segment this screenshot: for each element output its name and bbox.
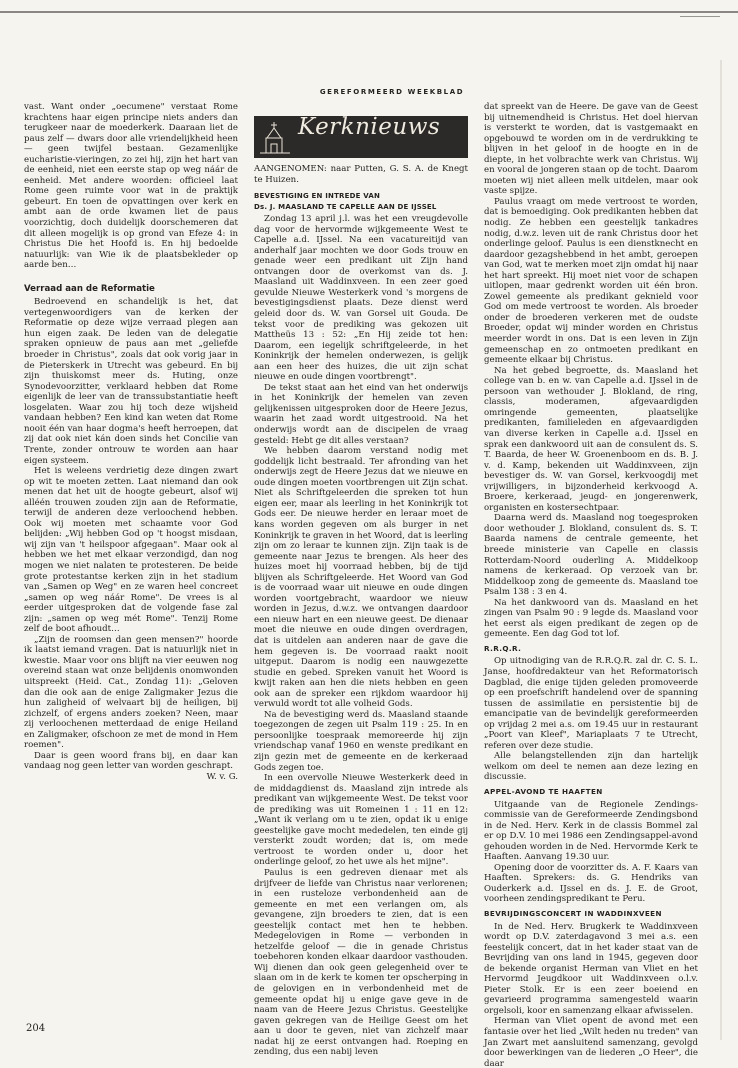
section-heading: Ds. J. MAASLAND TE CAPELLE AAN DE IJSSEL bbox=[254, 203, 437, 212]
section-heading: APPEL-AVOND TE HAAFTEN bbox=[484, 787, 603, 796]
banner-title: Kerknieuws bbox=[298, 114, 441, 140]
section-heading: R.R.Q.R. bbox=[484, 643, 522, 653]
top-rule bbox=[0, 11, 738, 13]
closing-line bbox=[24, 751, 238, 772]
signature: W. v. G. bbox=[206, 771, 238, 782]
column-right bbox=[484, 102, 698, 1068]
paragraph: Alle belangstellenden zijn dan hartelijk welkom om deel te nemen aan deze lezing en discussie. bbox=[484, 751, 698, 783]
paragraph: In de Ned. Herv. Brugkerk te Waddinxveen wordt op D.V. zaterdagavond 3 mei a.s. een feestelijk concert, dat in het kader staat van de Bevrijding van ons land in 1945, gegeven door de bekende organist Herman van Vliet en het Hervormd Jeugdkoor uit Waddinxveen o.l.v. Pieter Stolk. Er is een zeer boeiend en gevarieerd programma samengesteld waarin orgelsoli, koor en samenzang elkaar afwisselen. bbox=[484, 921, 698, 1016]
section-heading: Verraad aan de Reformatie bbox=[24, 283, 155, 294]
paragraph: Paulus is een gedreven dienaar met als drijfveer de liefde van Christus naar verlorenen; in een rusteloze verbondenheid aan de gemeente en met een verlangen om, als gevangene, zijn broeders te zien, dat is een geestelijk contact met hen te hebben. Medegelovigen in Rome — verbonden in hetzelfde geloof — die in genade Christus toebehoren konden elkaar daardoor vasthouden. Wij dienen dan ook geen gelegenheid over te slaan om in de kerk te komen ter opscherping in de gelovigen en in verbondenheid met de gemeente opdat hij u enige gave geve in de naam van de Heere Jezus Christus. Geestelijke gaven gekregen van de Heilige Geest om het aan u door te geven, niet van zichzelf maar nadat hij ze eerst ontvangen had. Roeping en zending, dus een nabij leven bbox=[254, 868, 468, 1058]
column-middle bbox=[254, 116, 468, 1058]
kerknieuws-banner bbox=[254, 116, 468, 158]
column-left bbox=[24, 102, 238, 782]
paragraph: Herman van Vliet opent de avond met een fantasie over het lied „Wilt heden nu treden" van Jan Zwart met aansluitend samenzang, gevolgd door bewerkingen van de liederen „O Heer", die daar bbox=[484, 1016, 698, 1068]
paragraph: Het is weleens verdrietig deze dingen zwart op wit te moeten zetten. Laat niemand dan ook menen dat het uit de hoogte gebeurt, alsof wij alléén trouwen zouden zijn aan de Reformatie, terwijl de anderen deze verloochend hebben. Ook wij moeten met schaamte voor God belijden: „Wij hebben God op 't hoogst misdaan, wij zijn van 't heilspoor afgegaan". Maar ook al hebben we het met elkaar verzondigd, dan nog mogen we niet nalaten te protesteren. De beide grote protestantse kerken zijn in het stadium van „Samen op Weg" en ze waren heel concreet „samen op weg náár Rome". De vrees is al eerder uitgesproken dat de volgende fase zal zijn: „samen op weg mét Rome". Tenzij Rome zelf de boot afhoudt… bbox=[24, 466, 238, 635]
paragraph: vast. Want onder „oecumene" verstaat Rome krachtens haar eigen principe niets anders dan terugkeer naar de moederkerk. Daaraan liet de paus zelf — dwars door alle vriendelijkheid heen — geen twijfel bestaan. Gezamenlijke eucharistie-vieringen, zo zei hij, zijn het hart van de eenheid, niet een eerste stap op weg náár de eenheid. Met andere woorden: officieel laat Rome geen ruimte voor wat in de praktijk gebeurt. En toen de opvattingen over kerk en ambt aan de orde kwamen liet de paus voorzichtig, doch duidelijk doorschemeren dat dit alleen mogelijk is op grond van Efeze 4: in Christus Die het Hoofd is. En hij bedoelde natuurlijk: van Wie ik de plaatsbekleder op aarde ben… bbox=[24, 102, 238, 271]
section-heading: BEVRIJDINGSCONCERT IN WADDINXVEEN bbox=[484, 909, 662, 919]
paragraph: Bedroevend en schandelijk is het, dat vertegenwoordigers van de kerken der Reformatie op deze wijze verraad plegen aan hun eigen zaak. De leden van de delegatie spraken opnieuw de paus aan met „geliefde broeder in Christus", zoals dat ook vorig jaar in de Pieterskerk in Utrecht was gebeurd. En bij zijn thuiskomst meer ds. Huting, onze Synodevoorzitter, verklaard hebben dat Rome eigenlijk de leer van de transsubstantiatie heeft losgelaten. Waar zou hij toch deze wijsheid vandaan hebben? Een kind kan weten dat Rome nooit één van haar dogma's heeft herroepen, dat zij dat ook niet kán doen sinds het Concilie van Trente, zonder ontrouw te worden aan haar eigen systeem. bbox=[24, 297, 238, 466]
masthead: GEREFORMEERD WEEKBLAD bbox=[319, 88, 465, 96]
paragraph: In een overvolle Nieuwe Westerkerk deed in de middagdienst ds. Maasland zijn intrede als predikant van wijkgemeente West. De tekst voor de prediking was uit Romeinen 1 : 11 en 12: „Want ik verlang om u te zien, opdat ik u enige geestelijke gave mocht mededelen, ten einde gij versterkt zoudt worden; dat is, om mede vertroost te worden onder u, door het onderlinge geloof, zo het uwe als het mijne". bbox=[254, 773, 468, 868]
page-edge-shadow bbox=[720, 60, 722, 1040]
paragraph: Daar is geen woord frans bij, en daar kan vandaag nog geen letter van worden geschrapt. bbox=[24, 750, 238, 772]
paragraph: Daarna werd ds. Maasland nog toegesproken door wethouder J. Blokland, consulent ds. S. T. Baarda namens de centrale gemeente, het breede ministerie van Capelle en classis Rotterdam-Noord ouderling A. Middelkoop namens de kerkeraad. Op verzoek van br. Middelkoop zong de gemeente ds. Maasland toe Psalm 138 : 3 en 4. bbox=[484, 513, 698, 598]
paragraph: Na het gebed begroette, ds. Maasland het college van b. en w. van Capelle a.d. IJssel in de persoon van wethouder J. Blokland, de ring, classis, moderamen, afgevaardigden omringende gemeenten, plaatselijke predikanten, familieleden en afgevaardigden van diverse kerken in Capelle a.d. IJssel en sprak een dankwoord uit aan de consulent ds. S. T. Baarda, de heer W. Groenenboom en ds. B. J. v. d. Kamp, bekenden uit Waddinxveen, zijn bevestiger ds. W. van Gorsel, kerkvoogdij met vrijwilligers, in bijzonderheid kerkvoogd A. Broere, kerkeraad, jeugd- en jongerenwerk, organisten en kostersechtpaar. bbox=[484, 365, 698, 513]
paragraph: Paulus vraagt om mede vertroost te worden, dat is bemoediging. Ook predikanten hebben dat nodig. Ze hebben een geestelijk tankadres nodig, d.w.z. leven uit de rank Christus door het onderlinge geloof. Paulus is een dienstknecht en daardoor gezagshebbend in het ambt, geroepen van God, wat te merken moet zijn omdat hij naar het hart spreekt. Hij moet niet voor de schapen uitlopen, maar gedrenkt worden uit één bron. Zowel gemeente als predikant geknield voor God om mede vertroost te worden. Als broeder onder de broederen verkeren met de oudste Broeder, opdat wij minder worden en Christus meerder wordt in ons. Dat is een leven in Zijn gemeenschap en zo ontmoeten predikant en gemeente elkaar bij Christus. bbox=[484, 196, 698, 366]
paragraph: Opening door de voorzitter ds. A. F. Kaars van Haaften. Sprekers: ds. G. Hendriks van Ouderkerk a.d. IJssel en ds. J. E. de Groot, voorheen zendingspredikant te Peru. bbox=[484, 862, 698, 905]
top-rule-short bbox=[680, 16, 720, 17]
paragraph: „Zijn de roomsen dan geen mensen?" hoorde ik laatst iemand vragen. Dat is natuurlijk niet in kwestie. Maar voor ons blijft na vier eeuwen nog overeind staan wat onze belijdenis onomwonden uitspreekt (Heid. Cat., Zondag 11): „Geloven dan die ook aan de enige Zaligmaker Jezus die hun zaligheid of welvaart bij de heiligen, bij zichzelf, of ergens anders zoeken? Neen, maar zij verloochenen metterdaad de enige Heiland en Zaligmaker, ofschoon ze met de mond in Hem roemen". bbox=[24, 634, 238, 751]
paragraph: dat spreekt van de Heere. De gave van de Geest bij uitnemendheid is Christus. Het doel hiervan is versterkt te worden, dat is vastgemaakt en opgebouwd te worden om in de verdrukking te blijven in het geloof in de hoogte en in de diepte, in het volbrachte werk van Christus. Wij en vooral de jongeren staan op de tocht. Daarom moeten wij niet alleen melk uitdelen, maar ook vaste spijze. bbox=[484, 102, 698, 197]
announcement: AANGENOMEN: naar Putten, G. S. A. de Knegt te Huizen. bbox=[254, 164, 468, 185]
section-heading: BEVESTIGING EN INTREDE VAN bbox=[254, 192, 381, 201]
paragraph: Na het dankwoord van ds. Maasland en het zingen van Psalm 90 : 9 legde ds. Maasland voor het eerst als eigen predikant de zegen op de gemeente. Een dag God tot lof. bbox=[484, 597, 698, 640]
paragraph: We hebben daarom verstand nodig met goddelijk licht bestraald. Ter afronding van het onderwijs zegt de Heere Jezus dat we nieuwe en oude dingen moeten voortbrengen uit Zijn schat. Niet als Schriftgeleerden die spreken tot hun eigen eer, maar als leerling in het Koninkrijk tot Gods eer. De nieuwe herder en leraar moet de kans worden gegeven om als burger in net Koninkrijk te graven in het Woord, dat is leerling zijn om zo leraar te kunnen zijn. Zijn taak is de gemeente naar Jezus te brengen. Als heer des huizes moet hij voorraad hebben, bij de tijd blijven als Schriftgeleerde. Het Woord van God is de voorraad waar uit nieuwe en oude dingen worden voortgebracht, waardoor we nieuw worden in Jezus, d.w.z. we ontvangen daardoor een nieuw hart en een nieuwe geest. De dienaar moet die nieuwe en oude dingen overdragen, dat is uitdelen aan anderen naar de gave die hem gegeven is. De voorraad raakt nooit uitgeput. Daarom is nodig een nauwgezette studie en gebed. Spreken vanuit het Woord is kwijt raken aan hen die niets hebben en geen ook aan de spreker een rijkdom waardoor hij verwuld wordt tot alle volheid Gods. bbox=[254, 446, 468, 710]
page-number: 204 bbox=[26, 1023, 46, 1034]
paragraph: Na de bevestiging werd ds. Maasland staande toegezongen de zegen uit Psalm 119 : 25. In en persoonlijke toespraak memoreerde hij zijn vriendschap vanaf 1960 en wenste predikant en zijn gezin met de gemeente en de kerkeraad Gods zegen toe. bbox=[254, 709, 468, 773]
paragraph: De tekst staat aan het eind van het onderwijs in het Koninkrijk der hemelen van zeven gelijkenissen uitgesproken door de Heere Jezus, waarin het zaad wordt uitgestrooid. Na het onderwijs wordt aan de discipelen de vraag gesteld: Hebt ge dit alles verstaan? bbox=[254, 382, 468, 446]
paragraph: Uitgaande van de Regionele Zendings-commissie van de Gereformeerde Zendingsbond in de Ned. Herv. Kerk in de classis Bommel zal er op D.V. 10 mei 1986 een Zendingsappel-avond gehouden worden in de Ned. Hervormde Kerk te Haaften. Aanvang 19.30 uur. bbox=[484, 799, 698, 863]
paragraph: Zondag 13 april j.l. was het een vreugdevolle dag voor de hervormde wijkgemeente West te Capelle a.d. IJssel. Na een vacatureitijd van anderhalf jaar mochten we door Gods trouw en genade weer een predikant uit Zijn hand ontvangen door de overkomst van ds. J. Maasland uit Waddinxveen. In een zeer goed gevulde Nieuwe Westerkerk vond 's morgens de bevestigingsdienst plaats. Deze dienst werd geleid door ds. W. van Gorsel uit Gouda. De tekst voor de prediking was gekozen uit Mattheüs 13 : 52: „En Hij zeide tot hen: Daarom, een iegelijk schriftgeleerde, in het Koninkrijk der hemelen onderwezen, is gelijk aan een heer des huizes, die uit zijn schat nieuwe en oude dingen voortbrengt". bbox=[254, 214, 468, 383]
paragraph: Op uitnodiging van de R.R.Q.R. zal dr. C. S. L. Janse, hoofdredakteur van het Reformatorisch Dagblad, die enige tijden geleden promoveerde op een proefschrift handelend over de spanning tussen de assimilatie en persistentie bij de emancipatie van de bevindelijk gereformeerden op vrijdag 2 mei a.s. om 19.45 uur in restaurant „Poort van Kleef", Mariaplaats 7 te Utrecht, referen over deze studie. bbox=[484, 656, 698, 751]
